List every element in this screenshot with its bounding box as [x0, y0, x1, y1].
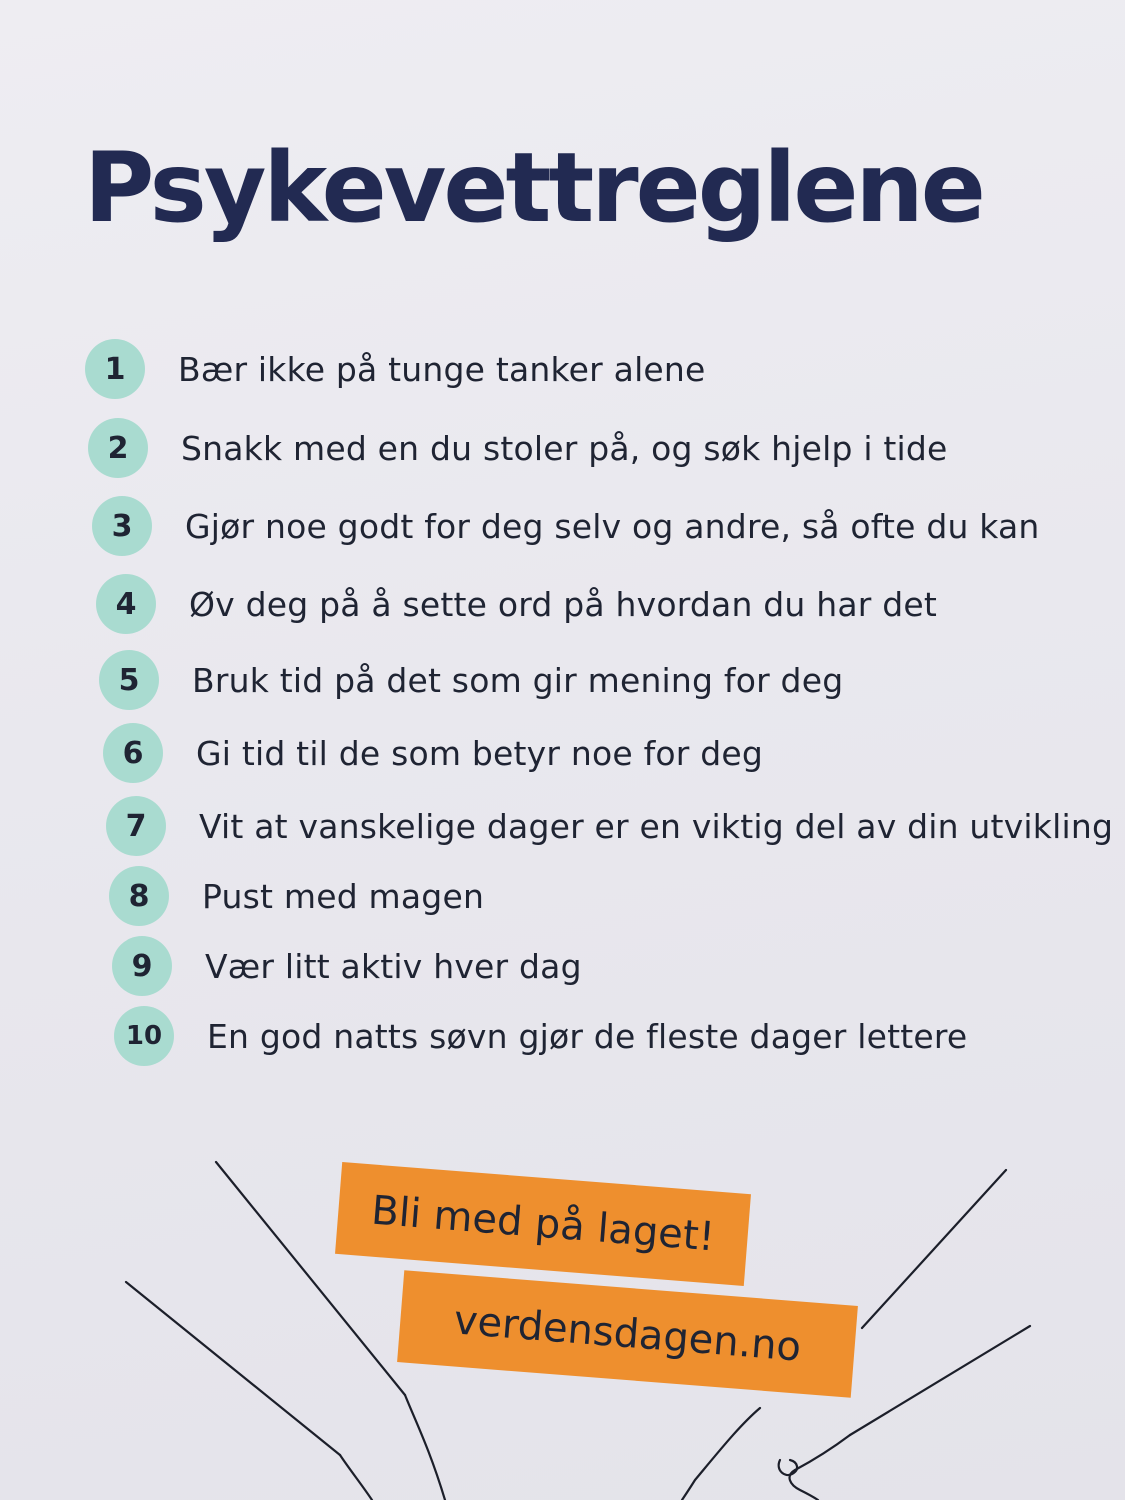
slogan-text: Bli med på laget!: [369, 1187, 717, 1261]
rule-text: Pust med magen: [202, 876, 485, 916]
rule-text: Bær ikke på tunge tanker alene: [178, 349, 706, 389]
poster-title: Psykevettreglene: [84, 132, 983, 244]
rule-number-badge: 5: [99, 650, 159, 710]
rule-text: Gi tid til de som betyr noe for deg: [196, 733, 764, 773]
rule-text: Bruk tid på det som gir mening for deg: [192, 660, 844, 700]
right-hand-outline: [682, 1408, 760, 1500]
rule-number-badge: 7: [106, 796, 166, 856]
rule-number-badge: 4: [96, 574, 156, 634]
rule-number-badge: 8: [109, 866, 169, 926]
left-hand-outline: [340, 1455, 372, 1500]
website-text: verdensdagen.no: [452, 1297, 803, 1371]
rule-number-badge: 9: [112, 936, 172, 996]
rule-number-badge: 6: [103, 723, 163, 783]
rule-number-badge: 2: [88, 418, 148, 478]
rule-text: Gjør noe godt for deg selv og andre, så ofte du kan: [185, 506, 1040, 546]
right-forearm-outline: [850, 1326, 1030, 1435]
rule-number-badge: 10: [114, 1006, 174, 1066]
rule-text: Snakk med en du stoler på, og søk hjelp i tide: [181, 428, 948, 468]
right-arm-outline: [862, 1170, 1006, 1328]
finger-curl-outline: [779, 1460, 797, 1475]
rule-number-badge: 3: [92, 496, 152, 556]
left-wrist-outline: [405, 1395, 445, 1500]
left-forearm-outline: [126, 1282, 340, 1455]
rule-text: Vær litt aktiv hver dag: [205, 946, 582, 986]
right-thumb-outline: [790, 1435, 850, 1500]
rule-text: Vit at vanskelige dager er en viktig del av din utvikling: [199, 806, 1114, 846]
rule-text: Øv deg på å sette ord på hvordan du har det: [189, 584, 938, 624]
rule-number-badge: 1: [85, 339, 145, 399]
rule-text: En god natts søvn gjør de fleste dager lettere: [207, 1016, 968, 1056]
